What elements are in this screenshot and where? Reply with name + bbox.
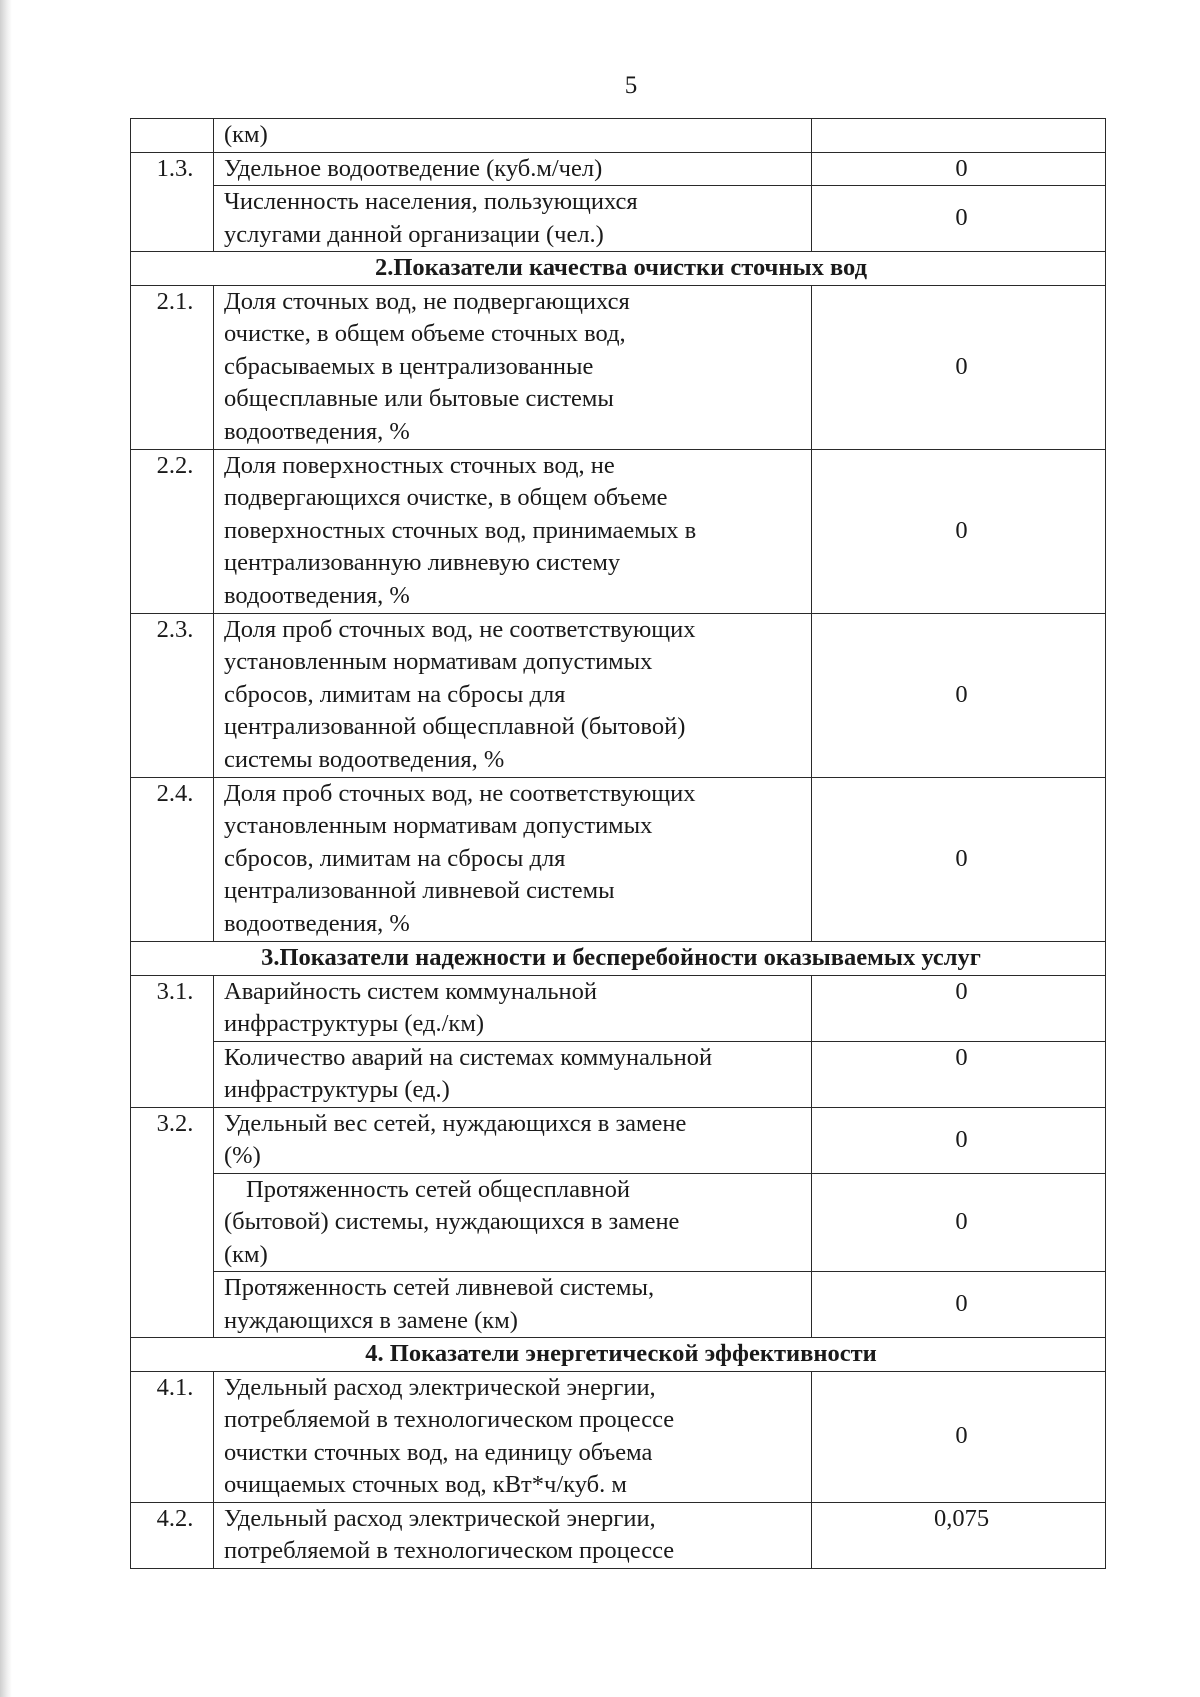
indicator-description: [214, 285, 812, 449]
indicator-value: 0: [812, 449, 1106, 613]
table-row: [131, 777, 1106, 941]
desc-line: Удельный расход электрической энергии,: [224, 1504, 656, 1532]
desc-line: поверхностных сточных вод, принимаемых в: [224, 516, 697, 544]
desc-line: сбрасываемых в централизованные: [224, 352, 594, 380]
desc-line: Удельный расход электрической энергии,: [224, 1373, 656, 1401]
table-row: [131, 119, 1106, 153]
desc-line: инфраструктуры (ед.): [224, 1076, 450, 1103]
section-title: 3.Показатели надежности и бесперебойности оказываемых услуг: [131, 941, 1106, 975]
indicator-description: [214, 1173, 812, 1272]
row-number: 4.2.: [131, 1502, 214, 1568]
desc-line: Протяженность сетей ливневой системы,: [224, 1274, 655, 1301]
desc-line: потребляемой в технологическом процессе: [224, 1406, 675, 1433]
indicator-value: [812, 119, 1106, 153]
desc-line: Доля поверхностных сточных вод, не: [224, 451, 615, 479]
indicator-value: 0: [812, 186, 1106, 252]
indicator-value: 0: [812, 777, 1106, 941]
desc-line: очистки сточных вод, на единицу объема: [224, 1438, 653, 1466]
desc-line: водоотведения, %: [224, 581, 410, 609]
row-number: 2.4.: [131, 777, 214, 941]
row-number: 3.2.: [131, 1107, 214, 1338]
row-number: 2.3.: [131, 613, 214, 777]
desc-line: централизованной ливневой системы: [224, 877, 615, 904]
indicator-description: [214, 1371, 812, 1502]
indicator-description: [214, 975, 812, 1041]
desc-line: сбросов, лимитам на сбросы для: [224, 844, 566, 872]
desc-line: Аварийность систем коммунальной: [224, 977, 597, 1005]
desc-line: общесплавные или бытовые системы: [224, 385, 614, 412]
indicator-value: 0: [812, 1041, 1106, 1107]
row-number: 4.1.: [131, 1371, 214, 1502]
table-row: [131, 1041, 1106, 1107]
indicator-description: [214, 186, 812, 252]
row-number: 3.1.: [131, 975, 214, 1107]
table-row: [131, 1107, 1106, 1173]
section-title: 4. Показатели энергетической эффективности: [131, 1338, 1106, 1372]
table-row: [131, 975, 1106, 1041]
desc-line: Удельное водоотведение (куб.м/чел): [224, 154, 603, 182]
indicator-description: [214, 613, 812, 777]
desc-line: (%): [224, 1142, 261, 1169]
indicator-value: 0: [812, 975, 1106, 1041]
desc-line: Удельный вес сетей, нуждающихся в замене: [224, 1109, 687, 1137]
table-row: [131, 1272, 1106, 1338]
section-header-row: [131, 941, 1106, 975]
indicator-description: [214, 1041, 812, 1107]
table-row: [131, 613, 1106, 777]
page-number: 5: [624, 72, 638, 99]
desc-line: водоотведения, %: [224, 417, 410, 445]
scan-left-edge: [0, 0, 12, 1697]
indicator-description: [214, 1272, 812, 1338]
row-number-cell: [131, 119, 214, 153]
row-number: 2.1.: [131, 285, 214, 449]
section-title: 2.Показатели качества очистки сточных вод: [131, 252, 1106, 286]
indicator-value: 0: [812, 285, 1106, 449]
table-row: [131, 1502, 1106, 1568]
desc-line: Численность населения, пользующихся: [224, 188, 638, 215]
indicator-value: 0: [812, 1107, 1106, 1173]
desc-line: централизованную ливневую систему: [224, 549, 621, 576]
desc-line: очистке, в общем объеме сточных вод,: [224, 320, 626, 347]
row-number: 2.2.: [131, 449, 214, 613]
indicator-value: 0: [812, 613, 1106, 777]
desc-line: инфраструктуры (ед./км): [224, 1010, 485, 1037]
desc-line: Доля проб сточных вод, не соответствующих: [224, 779, 696, 807]
indicator-description: [214, 119, 812, 153]
indicators-table: [130, 118, 1106, 1569]
indicator-description: [214, 449, 812, 613]
indicator-description: [214, 1502, 812, 1568]
indicator-value: 0: [812, 1173, 1106, 1272]
indicator-description: [214, 152, 812, 186]
desc-line: подвергающихся очистке, в общем объеме: [224, 484, 668, 511]
desc-line: нуждающихся в замене (км): [224, 1306, 518, 1334]
desc-line: очищаемых сточных вод, кВт*ч/куб. м: [224, 1471, 627, 1498]
table-row: [131, 1371, 1106, 1502]
row-number: 1.3.: [131, 152, 214, 252]
section-header-row: [131, 1338, 1106, 1372]
desc-line: системы водоотведения, %: [224, 745, 505, 773]
desc-line: потребляемой в технологическом процессе: [224, 1537, 675, 1564]
table-row: [131, 186, 1106, 252]
table-row: [131, 1173, 1106, 1272]
indicator-value: 0,075: [812, 1502, 1106, 1568]
desc-line: сбросов, лимитам на сбросы для: [224, 680, 566, 708]
desc-line: (бытовой) системы, нуждающихся в замене: [224, 1208, 680, 1235]
table-row: [131, 449, 1106, 613]
desc-line: водоотведения, %: [224, 909, 410, 937]
indicator-value: 0: [812, 152, 1106, 186]
section-header-row: [131, 252, 1106, 286]
desc-line: централизованной общесплавной (бытовой): [224, 713, 686, 740]
table-row: [131, 285, 1106, 449]
desc-line: Количество аварий на системах коммунальной: [224, 1043, 713, 1071]
indicator-description: [214, 777, 812, 941]
indicator-value: 0: [812, 1272, 1106, 1338]
desc-line: Протяженность сетей общесплавной: [246, 1175, 631, 1203]
table-row: [131, 152, 1106, 186]
desc-line: установленным нормативам допустимых: [224, 648, 653, 675]
desc-line: Доля проб сточных вод, не соответствующих: [224, 615, 696, 643]
desc-line: (км): [224, 121, 268, 148]
indicator-description: [214, 1107, 812, 1173]
desc-line: установленным нормативам допустимых: [224, 812, 653, 839]
indicator-value: 0: [812, 1371, 1106, 1502]
desc-line: Доля сточных вод, не подвергающихся: [224, 287, 630, 315]
desc-line: (км): [224, 1240, 268, 1268]
desc-line: услугами данной организации (чел.): [224, 220, 604, 248]
